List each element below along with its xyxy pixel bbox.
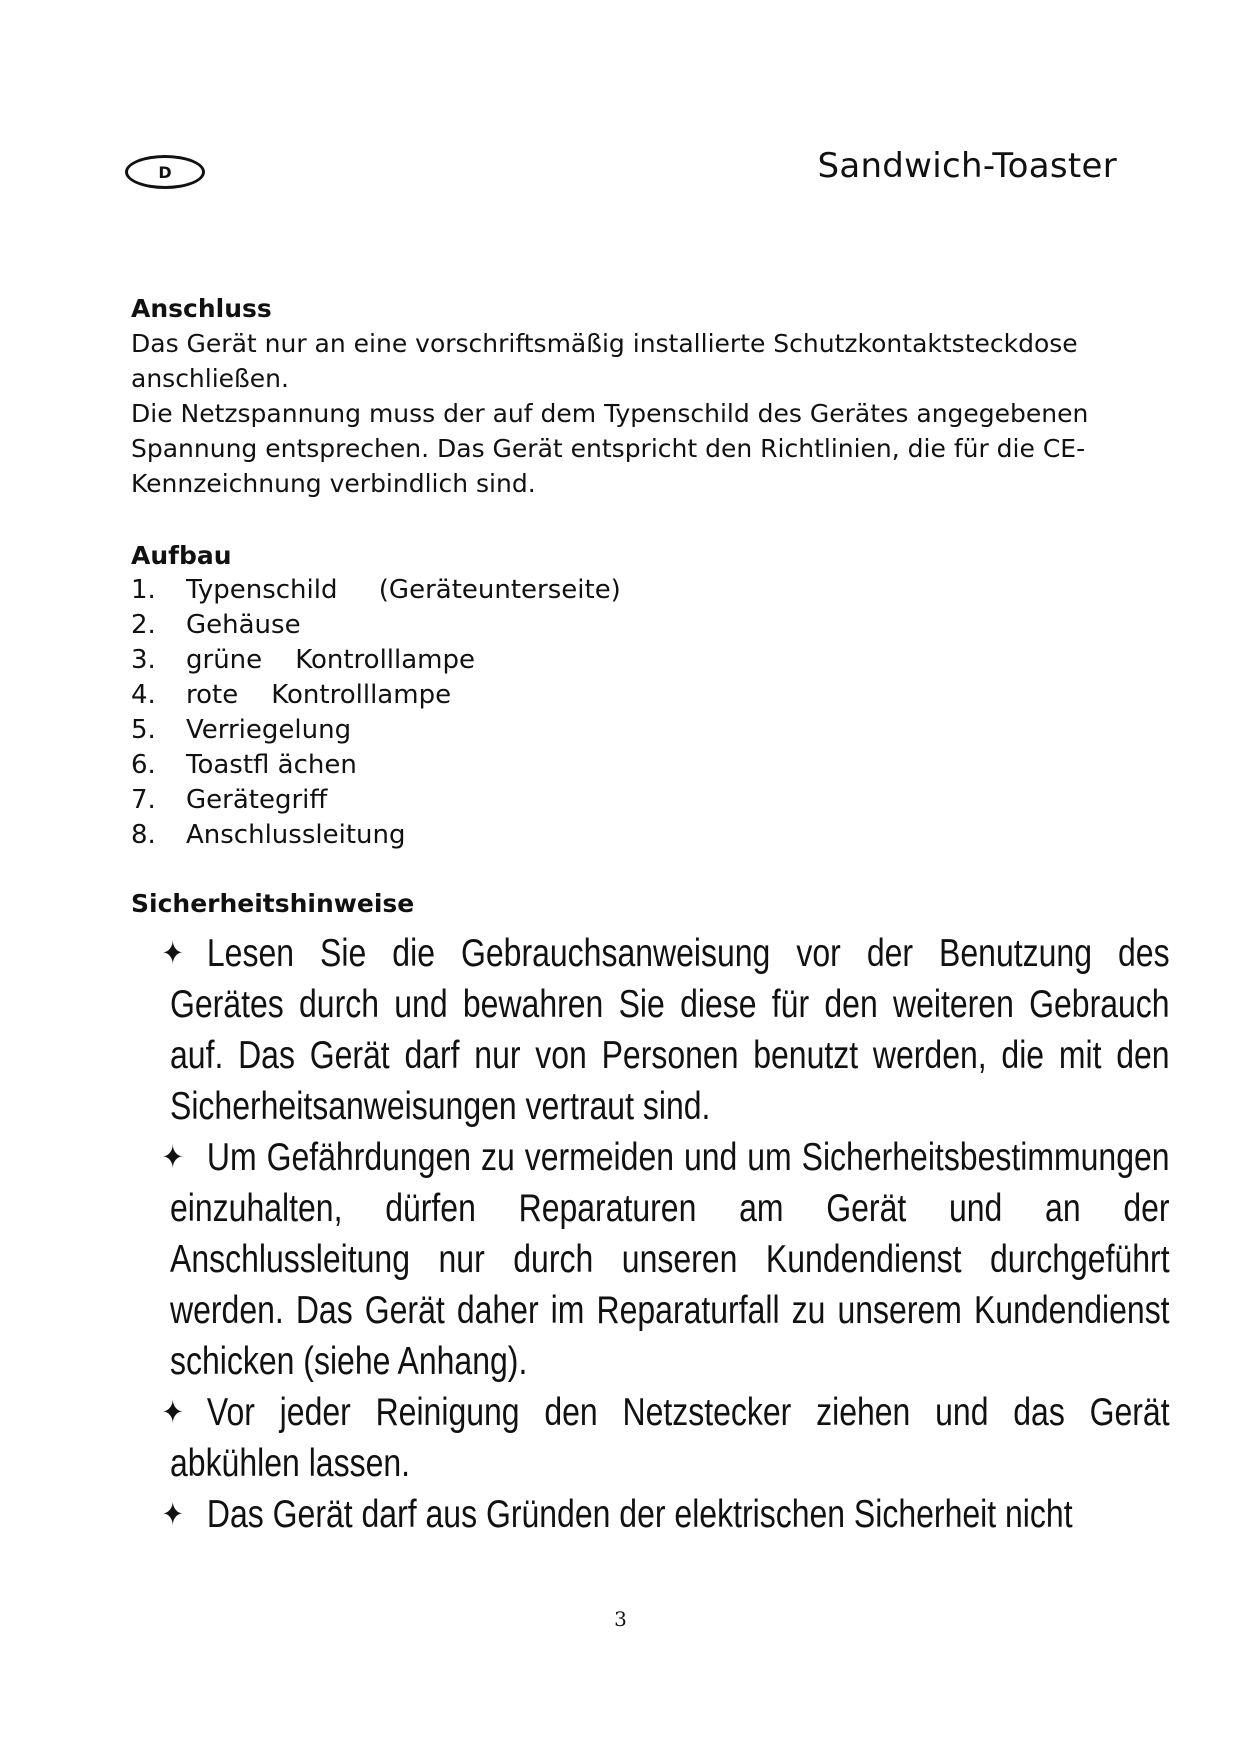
safety-item bbox=[161, 1489, 1170, 1540]
paragraph-line: Das Gerät nur an eine vorschriftsmäßig installierte Schutzkontaktsteckdose bbox=[131, 329, 1078, 358]
page-number: 3 bbox=[614, 1607, 627, 1631]
language-badge bbox=[125, 155, 205, 189]
list-item-text: Typenschild (Geräteunterseite) bbox=[186, 575, 621, 605]
list-item-text: Gerätegriff bbox=[186, 785, 328, 815]
list-item bbox=[131, 573, 1121, 608]
paragraph-line: Spannung entsprechen. Das Gerät entspricht den Richtlinien, die für die CE- bbox=[131, 434, 1086, 463]
paragraph-line: Die Netzspannung muss der auf dem Typenschild des Gerätes angegebenen bbox=[131, 399, 1089, 428]
safety-item-text: Lesen Sie die Gebrauchsanweisung vor der Benutzung des Gerätes durch und bewahren Sie diese für den weiteren Gebrauch auf. Das Gerät darf nur von Personen benutzt werden, die mit den Sicherheitsanweisungen vertraut sind. bbox=[170, 932, 1170, 1128]
star-bullet-icon: ✦ bbox=[161, 1394, 184, 1430]
safety-item bbox=[161, 1132, 1170, 1387]
parts-list bbox=[131, 573, 1121, 853]
safety-item bbox=[161, 1387, 1170, 1489]
list-item bbox=[131, 678, 1121, 713]
list-item-text: Verriegelung bbox=[186, 715, 352, 745]
list-item bbox=[131, 608, 1121, 643]
paragraph-line: anschließen. bbox=[131, 364, 289, 393]
section-sicherheit bbox=[131, 887, 1121, 921]
list-item-text: grüne Kontrolllampe bbox=[186, 645, 475, 675]
list-item bbox=[131, 748, 1121, 783]
section-aufbau bbox=[131, 539, 1121, 853]
list-item-text: Toastfl ächen bbox=[186, 750, 357, 780]
list-item-number: 2. bbox=[131, 610, 156, 640]
list-item bbox=[131, 713, 1121, 748]
list-item-number: 1. bbox=[131, 575, 156, 605]
list-item bbox=[131, 818, 1121, 853]
section-anschluss bbox=[131, 292, 1121, 501]
safety-list bbox=[161, 928, 1170, 1540]
section-heading-anschluss: Anschluss bbox=[131, 294, 272, 323]
star-bullet-icon: ✦ bbox=[161, 1139, 184, 1175]
section-heading-aufbau: Aufbau bbox=[131, 541, 232, 570]
section-heading-sicherheit: Sicherheitshinweise bbox=[131, 889, 415, 918]
star-bullet-icon: ✦ bbox=[161, 935, 184, 971]
list-item-number: 4. bbox=[131, 680, 156, 710]
safety-item-text: Um Gefährdungen zu vermeiden und um Sicherheitsbestimmungen einzuhalten, dürfen Reparaturen am Gerät und an der Anschlussleitung nur durch unseren Kundendienst durchgeführt werden. Das Gerät daher im Reparaturfall zu unserem Kundendienst schicken (siehe Anhang). bbox=[170, 1136, 1170, 1383]
list-item bbox=[131, 643, 1121, 678]
list-item-text: rote Kontrolllampe bbox=[186, 680, 452, 710]
star-bullet-icon: ✦ bbox=[161, 1496, 184, 1532]
safety-item-text: Vor jeder Reinigung den Netzstecker ziehen und das Gerät abkühlen lassen. bbox=[170, 1391, 1170, 1485]
list-item-number: 6. bbox=[131, 750, 156, 780]
list-item-number: 7. bbox=[131, 785, 156, 815]
list-item-text: Gehäuse bbox=[186, 610, 301, 640]
list-item bbox=[131, 783, 1121, 818]
safety-item-text: Das Gerät darf aus Gründen der elektrischen Sicherheit nicht bbox=[206, 1493, 1073, 1536]
list-item-number: 5. bbox=[131, 715, 156, 745]
page-title: Sandwich-Toaster bbox=[817, 146, 1117, 186]
language-badge-label: D bbox=[158, 162, 172, 182]
list-item-number: 8. bbox=[131, 820, 156, 850]
paragraph-line: Kennzeichnung verbindlich sind. bbox=[131, 469, 536, 498]
list-item-number: 3. bbox=[131, 645, 156, 675]
safety-item bbox=[161, 928, 1170, 1132]
list-item-text: Anschlussleitung bbox=[186, 820, 406, 850]
